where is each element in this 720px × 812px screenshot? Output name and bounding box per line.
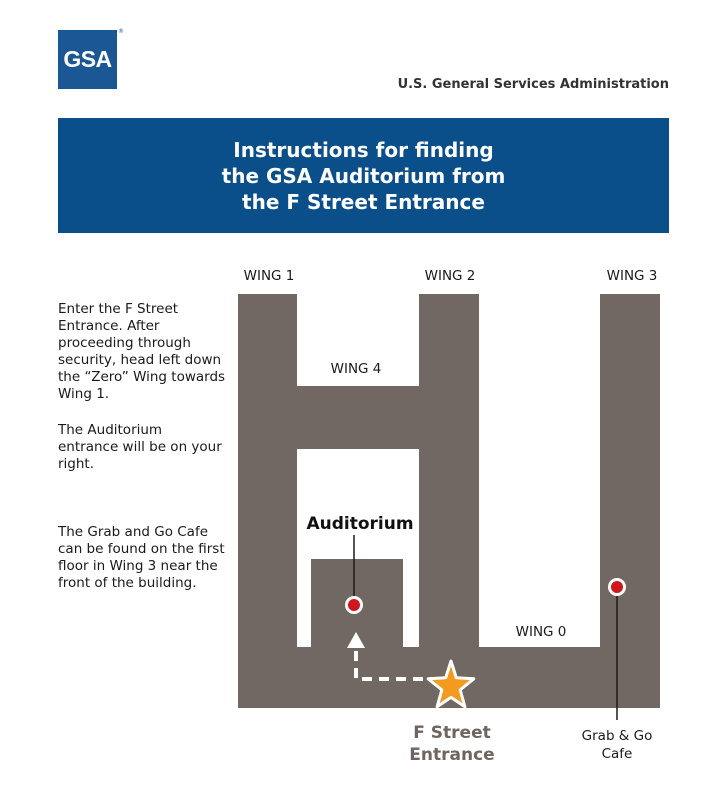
instruction-auditorium: The Auditorium entrance will be on your right. — [58, 422, 222, 472]
title-line-1: Instructions for finding — [233, 137, 494, 162]
cafe-label-line-1: Grab & Go — [581, 728, 653, 744]
registered-mark: ® — [118, 28, 124, 35]
wing-0-label: WING 0 — [515, 624, 567, 640]
instruction-cafe: The Grab and Go Cafe can be found on the first floor in Wing 3 near the front of the building. — [58, 524, 225, 591]
wing-4-block — [238, 386, 479, 449]
wing-3-label: WING 3 — [606, 268, 658, 284]
entrance-label-line-2: Entrance — [409, 745, 495, 765]
gsa-logo-text: GSA — [63, 46, 112, 72]
instruction-entrance: Enter the F Street Entrance. After proceeding through security, head left down the “Zero” Wing towards Wing 1. — [58, 301, 226, 402]
wing-3-block — [600, 294, 660, 708]
title-line-2: the GSA Auditorium from — [221, 163, 506, 188]
wing-1-label: WING 1 — [243, 268, 295, 284]
auditorium-label: Auditorium — [306, 514, 414, 534]
wing-1-block — [238, 294, 297, 708]
agency-name: U.S. General Services Administration — [397, 77, 669, 92]
wing-2-block — [419, 294, 479, 708]
entrance-label-line-1: F Street — [413, 723, 491, 743]
title-line-3: the F Street Entrance — [242, 189, 485, 214]
cafe-label-line-2: Cafe — [601, 746, 633, 762]
wing-2-label: WING 2 — [424, 268, 476, 284]
wing-4-label: WING 4 — [330, 361, 382, 377]
building-footprint — [238, 294, 660, 708]
